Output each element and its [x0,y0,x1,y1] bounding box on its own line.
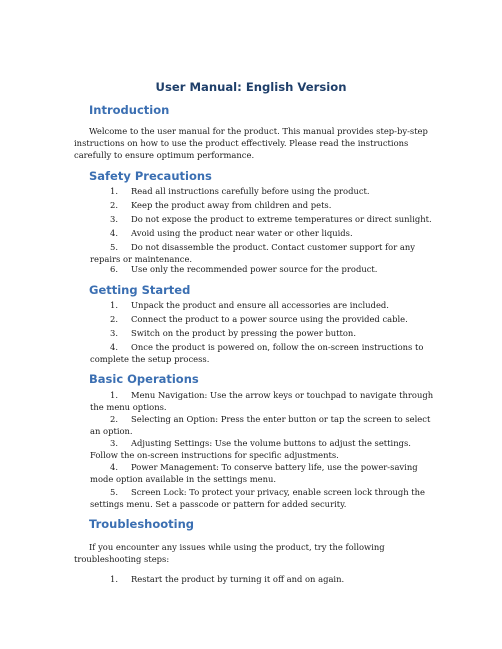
list-number: 3. [110,438,118,448]
heading-basic-operations: Basic Operations [89,372,199,386]
list-number: 3. [110,328,118,338]
list-item [90,213,434,225]
list-item [90,573,434,585]
list-number: 6. [110,264,118,274]
list-text: Connect the product to a power source using the provided cable. [131,314,408,324]
list-number: 3. [110,214,118,224]
list-text: Menu Navigation: Use the arrow keys or touchpad to navigate through the menu options. [90,390,434,412]
troubleshooting-paragraph: If you encounter any issues while using the product, try the following troubleshooting steps: [74,542,385,564]
list-number: 4. [110,462,118,472]
list-item [90,263,434,275]
list-number: 4. [110,342,118,352]
list-text: Switch on the product by pressing the power button. [131,328,356,338]
list-item [90,341,434,365]
document-title: User Manual: English Version [155,80,347,94]
list-text: Once the product is powered on, follow the on-screen instructions to complete the setup process. [90,342,424,364]
list-item [90,461,434,485]
list-text: Do not disassemble the product. Contact customer support for any repairs or maintenance. [90,242,415,264]
list-number: 2. [110,314,118,324]
list-text: Unpack the product and ensure all accessories are included. [131,300,389,310]
intro-paragraph: Welcome to the user manual for the product. This manual provides step-by-step instructions on how to use the product effectively. Please read the instructions carefully to ensure optimum performance. [74,126,428,160]
list-number: 5. [110,487,118,497]
heading-introduction: Introduction [89,103,170,117]
list-text: Avoid using the product near water or other liquids. [131,228,353,238]
list-item [90,327,434,339]
heading-troubleshooting: Troubleshooting [89,517,195,531]
list-text: Selecting an Option: Press the enter button or tap the screen to select an option. [90,414,431,436]
list-number: 1. [110,390,118,400]
list-item [90,241,434,265]
heading-safety-precautions: Safety Precautions [89,169,212,183]
list-item [90,227,434,239]
list-text: Do not expose the product to extreme temperatures or direct sunlight. [131,214,432,224]
list-text: Restart the product by turning it off and on again. [131,574,345,584]
list-number: 1. [110,186,118,196]
list-text: Adjusting Settings: Use the volume buttons to adjust the settings. Follow the on-screen instructions for specific adjustments. [90,438,411,460]
list-item [90,437,434,461]
list-number: 5. [110,242,118,252]
list-number: 2. [110,414,118,424]
list-text: Keep the product away from children and pets. [131,200,332,210]
list-text: Screen Lock: To protect your privacy, enable screen lock through the settings menu. Set a passcode or pattern for added security. [90,487,426,509]
list-item [90,486,434,510]
list-item [90,389,434,413]
list-item [90,185,434,197]
list-text: Read all instructions carefully before using the product. [131,186,370,196]
list-number: 4. [110,228,118,238]
list-number: 1. [110,574,118,584]
list-item [90,313,434,325]
list-item [90,413,434,437]
list-number: 1. [110,300,118,310]
list-number: 2. [110,200,118,210]
list-item [90,199,434,211]
list-text: Use only the recommended power source for the product. [131,264,378,274]
list-item [90,299,434,311]
list-text: Power Management: To conserve battery life, use the power-saving mode option available in the settings menu. [90,462,418,484]
heading-getting-started: Getting Started [89,283,191,297]
